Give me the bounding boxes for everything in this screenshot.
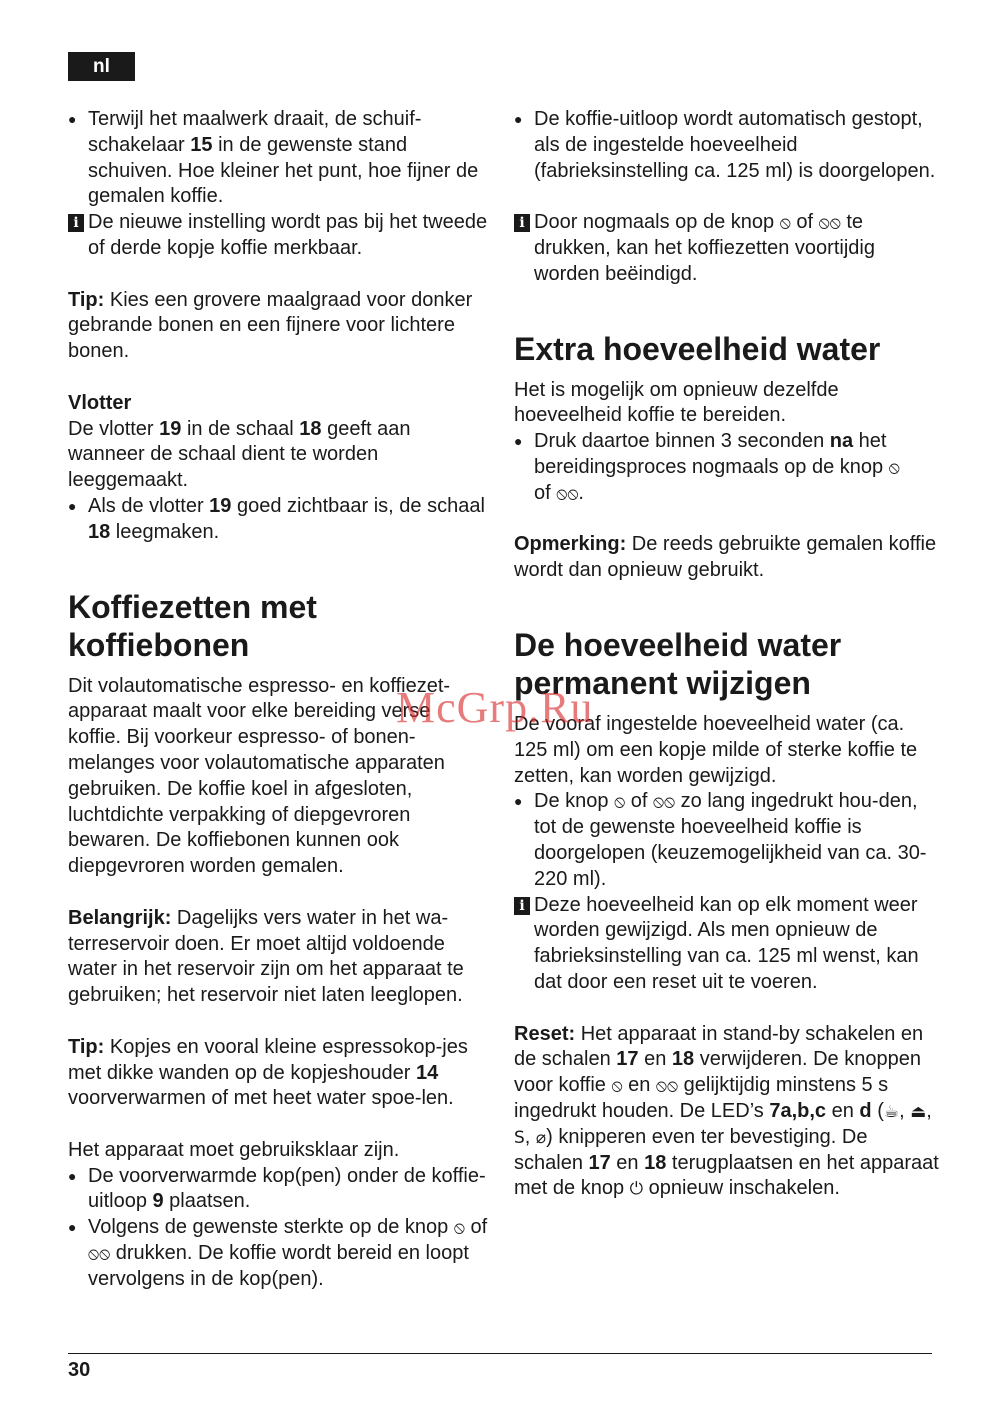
- tip-grind: Tip: Kies een grovere maalgraad voor donker gebrande bonen en een fijnere voor lichtere bonen.: [68, 288, 473, 363]
- descale-led-icon: ☕: [883, 1101, 900, 1122]
- extra-text: Het is mogelijk om opnieuw dezelfde hoeveelheid koffie te bereiden.: [514, 378, 839, 427]
- vlotter-text: De vlotter 19 in de schaal 18 geeft aan wanneer de schaal dient te worden leeggemaakt.: [68, 417, 411, 492]
- tip-cups: Tip: Kopjes en vooral kleine espressokop-jes met dikke wanden op de kopjeshouder 14 voorverwarmen of met heet water spoe-len.: [68, 1035, 468, 1110]
- heading-extra-water: Extra hoeveelheid water: [514, 330, 881, 367]
- left-column: [68, 107, 488, 1293]
- bullet-place-cups: ● De voorverwarmde kop(pen) onder de koffie-uitloop 9 plaatsen.: [68, 1164, 488, 1216]
- double-bean-icon: ⦸⦸: [652, 792, 676, 813]
- important-note: Belangrijk: Dagelijks vers water in het wa-terreservoir doen. Er moet altijd voldoende water in het reservoir zijn om het apparaat te gebruiken; het reservoir niet laten leeglopen.: [68, 906, 464, 1007]
- bullet-vlotter: ● Als de vlotter 19 goed zichtbaar is, de schaal 18 leegmaken.: [68, 494, 488, 546]
- single-bean-icon: ⦸: [888, 457, 900, 478]
- vlotter-title: Vlotter: [68, 391, 132, 414]
- footer-rule: [68, 1353, 932, 1354]
- bullet-press-button: ● Volgens de gewenste sterkte op de knop ⦸ of ⦸⦸ drukken. De koffie wordt bereid en loopt vervolgens in de kop(pen).: [68, 1215, 488, 1292]
- power-icon: ⏻: [629, 1179, 644, 1200]
- page-number: 30: [68, 1359, 91, 1381]
- bean-empty-led-icon: ⌀: [535, 1127, 547, 1148]
- remark: Opmerking: De reeds gebruikte gemalen koffie wordt dan opnieuw gebruikt.: [514, 533, 937, 582]
- single-bean-icon: ⦸: [611, 1076, 623, 1097]
- double-bean-icon: ⦸⦸: [818, 213, 841, 234]
- bullet-hold-button: ● De knop ⦸ of ⦸⦸ zo lang ingedrukt hou-den, tot de gewenste hoeveelheid koffie is doorgelopen (keuzemogelijkheid van ca. 30-220 ml).: [514, 789, 939, 892]
- language-tab: nl: [68, 52, 135, 81]
- single-bean-icon: ⦸: [614, 792, 626, 813]
- single-bean-icon: ⦸: [453, 1218, 465, 1239]
- double-bean-icon: ⦸⦸: [556, 483, 579, 504]
- double-bean-icon: ⦸⦸: [655, 1076, 679, 1097]
- heading-koffiezetten: Koffiezetten met koffiebonen: [68, 588, 317, 663]
- bullet-auto-stop: ● De koffie-uitloop wordt automatisch gestopt, als de ingestelde hoeveelheid (fabrieksinstelling ca. 125 ml) is doorgelopen.: [514, 107, 939, 184]
- info-stop-early: i Door nogmaals op de knop ⦸ of ⦸⦸ te drukken, kan het koffiezetten voortijdig worden beëindigd.: [514, 210, 939, 287]
- right-column: [514, 107, 939, 1202]
- s-led-icon: S: [514, 1127, 525, 1148]
- info-change-anytime: i Deze hoeveelheid kan op elk moment weer worden gewijzigd. Als men opnieuw de fabrieksinstelling van ca. 125 ml wenst, kan dat door een reset uit te voeren.: [514, 893, 939, 996]
- intro-text: Dit volautomatische espresso- en koffiezet-apparaat maalt voor elke bereiding verse koffie. Bij voorkeur espresso- of bonen-melanges voor volautomatische apparaten gebruiken. De koffie koel in afgesloten, luchtdichte verpakking of diepgevroren bewaren. De koffiebonen kunnen ook diepgevroren worden gemalen.: [68, 674, 451, 878]
- watermark: McGrp.Ru: [396, 683, 594, 732]
- ready-text: Het apparaat moet gebruiksklaar zijn.: [68, 1138, 400, 1161]
- info-icon: i: [68, 214, 84, 232]
- water-tank-led-icon: ⏏: [910, 1101, 927, 1122]
- bullet-repeat: ● Druk daartoe binnen 3 seconden na het bereidingsproces nogmaals op de knop ⦸ of ⦸⦸.: [514, 429, 939, 506]
- reset-text: Reset: Het apparaat in stand-by schakelen en de schalen 17 en 18 verwijderen. De knoppen voor koffie ⦸ en ⦸⦸ gelijktijdig minstens 5 s ingedrukt houden. De LED’s 7a,b,c en d (☕, ⏏, S, ⌀) knipperen even ter bevestiging. De schalen 17 en 18 terugplaatsen en het apparaat met de knop ⏻ opnieuw inschakelen.: [514, 1022, 939, 1200]
- info-new-setting: i De nieuwe instelling wordt pas bij het tweede of derde kopje koffie merkbaar.: [68, 210, 488, 262]
- double-bean-icon: ⦸⦸: [88, 1244, 111, 1265]
- bullet-grinder-setting: ● Terwijl het maalwerk draait, de schuif-schakelaar 15 in de gewenste stand schuiven. Hoe kleiner het punt, hoe fijner de gemalen koffie.: [68, 107, 488, 210]
- single-bean-icon: ⦸: [779, 213, 791, 234]
- heading-permanent: De hoeveelheid water permanent wijzigen: [514, 626, 842, 701]
- permanent-text: De vooraf ingestelde hoeveelheid water (ca. 125 ml) om een kopje milde of sterke koffie te zetten, kan worden gewijzigd.: [514, 712, 918, 787]
- info-icon: i: [514, 897, 530, 915]
- info-icon: i: [514, 214, 530, 232]
